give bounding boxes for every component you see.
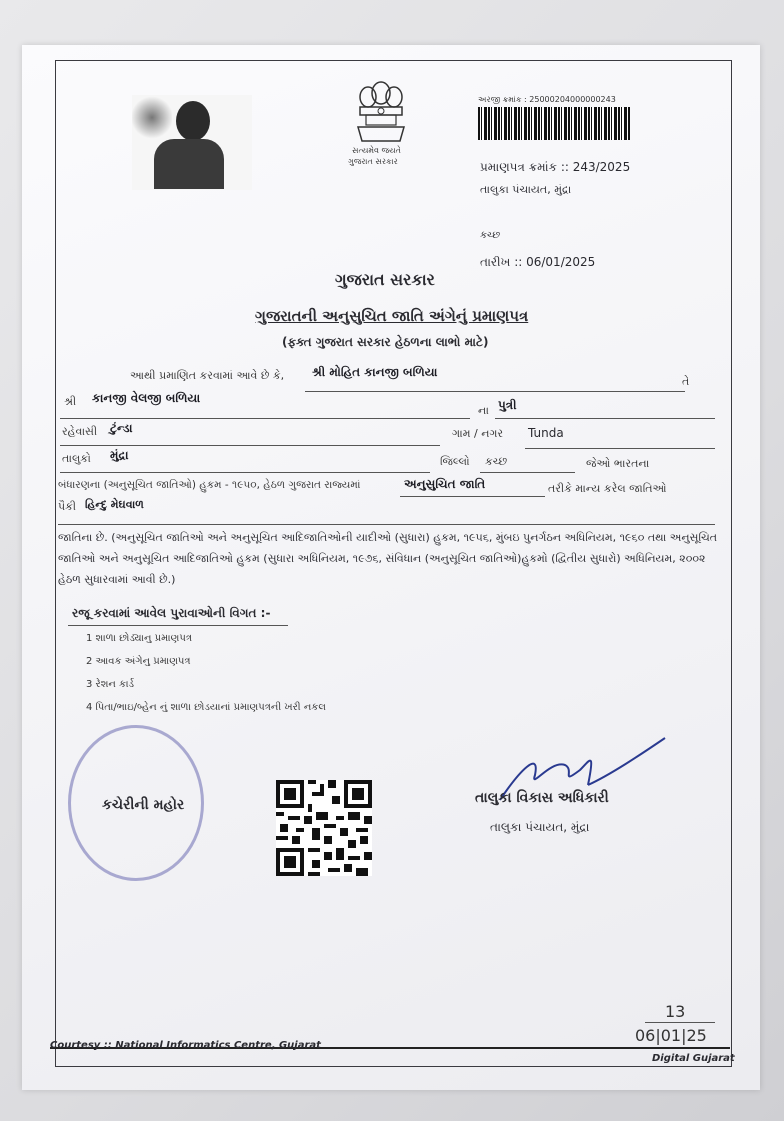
certificate-title: ગુજરાતની અનુસુચિત જાતિ અંગેનું પ્રમાણપત્ર (255, 307, 529, 325)
caste-class-underline (400, 496, 545, 497)
caste-underline (58, 524, 715, 525)
village-value: Tunda (528, 426, 564, 440)
intro-text: આથી પ્રમાણિત કરવામાં આવે છે કે, (130, 369, 285, 382)
district-underline (480, 472, 575, 473)
caste-prefix: પૈકી (58, 500, 77, 513)
digital-gujarat-brand: Digital Gujarat (652, 1053, 735, 1064)
emblem-motto: સત્યમેવ જયતે (352, 146, 401, 155)
evidence-heading-underline (68, 625, 288, 626)
certificate-number: પ્રમાણપત્ર ક્રમાંક :: 243/2025 (480, 160, 631, 174)
name-underline (305, 391, 685, 392)
district-value: કચ્છ (485, 455, 508, 468)
issue-date: તારીખ :: 06/01/2025 (480, 255, 596, 269)
evidence-item-4: 4 પિતા/ભાઇ/બ્હેન નું શાળા છોડયાનાં પ્રમાણપત્રની ખરી નકલ (86, 702, 326, 713)
father-underline (60, 418, 470, 419)
evidence-item-3: 3 રેશન કાર્ડ (86, 679, 135, 690)
certificate-note: (ફક્ત ગુજરાત સરકાર હેઠળના લાભો માટે) (282, 335, 489, 349)
taluka-underline (60, 472, 430, 473)
issuer-office: તાલુકા પંચાયત, મુંદ્રા (480, 183, 572, 196)
village-underline (525, 448, 715, 449)
name-suffix: તે (682, 375, 690, 388)
national-emblem-icon (346, 75, 416, 145)
evidence-item-1: 1 શાળા છોડ્યાનુ પ્રમાણપત્ર (86, 633, 192, 644)
relation-prefix: ના (478, 404, 489, 417)
application-number: અરજી ક્રમાંક : 25000204000000243 (478, 95, 616, 104)
taluka-value: મુંદ્રા (110, 448, 129, 462)
handwritten-divider (645, 1022, 715, 1023)
resident-underline (60, 445, 440, 446)
evidence-heading: રજૂ કરવામાં આવેલ પુરાવાઓની વિગત :- (72, 606, 271, 620)
handwritten-date: 06|01|25 (635, 1026, 707, 1045)
emblem-govt: ગુજરાત સરકાર (348, 157, 398, 166)
resident-value: ટુંન્ડા (110, 421, 133, 435)
village-label: ગામ / નગર (452, 427, 504, 440)
district-header: કચ્છ (480, 230, 501, 241)
applicant-name: શ્રી મોહિત કાનજી બળિયા (312, 365, 438, 379)
caste-class: અનુસુચિત જાતિ (404, 477, 486, 491)
signatory-title: તાલુકા વિકાસ અધિકારી (475, 790, 609, 806)
father-prefix: શ્રી (64, 395, 77, 408)
signatory-office: તાલુકા પંચાયત, મુંદ્રા (490, 820, 590, 834)
resident-label: રહેવાસી (62, 425, 98, 438)
evidence-item-2: 2 આવક અંગેનુ પ્રમાણપત્ર (86, 656, 191, 667)
recognized-text: તરીકે માન્ય કરેલ જાતિઓ (548, 482, 667, 495)
handwritten-number: 13 (665, 1002, 686, 1021)
government-title: ગુજરાત સરકાર (335, 270, 435, 289)
caste-value: હિન્દુ મેઘવાળ (85, 498, 144, 511)
qr-code-icon (276, 780, 372, 876)
legal-paragraph: જાતિના છે. (અનુસૂચિત જાતિઓ અને અનુસૂચિત આદિજાતિઓની યાદીઓ (સુધારા) હુકમ, ૧૯૫૬, મુંબઇ પુનર્ગઠન અધિનિયમ, ૧૯૬૦ તથા અનુસૂચિત જાતિઓ અને અનુસૂચિત આદિજાતિઓ હુકમ (સુધારા અધિનિયમ, ૧૯૭૬, સંવિધાન (અનુસૂચિત જાતિઓ)હુકમો (દ્વિતીય સુધારો) અધિનિયમ, ૨૦૦૨ હેઠળ સુધારવામાં આવી છે.) (58, 531, 718, 586)
father-name: કાનજી વેલજી બળિયા (92, 391, 201, 405)
relation-underline (495, 418, 715, 419)
applicant-photo (132, 95, 252, 190)
country-suffix: જેઓ ભારતના (586, 457, 650, 470)
office-seal-label: કચેરીની મહોર (102, 797, 185, 813)
relation-value: પુત્રી (498, 398, 517, 412)
district-label: જિલ્લો (440, 455, 470, 468)
taluka-label: તાલુકો (62, 452, 91, 465)
order-text: બંધારણના (અનુસૂચિત જાતિઓ) હુકમ - ૧૯૫૦, હેઠળ ગુજરાત રાજ્યમાં (58, 479, 361, 491)
courtesy-text: Courtesy :: National Informatics Centre, Gujarat (50, 1040, 321, 1051)
application-barcode (478, 107, 630, 140)
